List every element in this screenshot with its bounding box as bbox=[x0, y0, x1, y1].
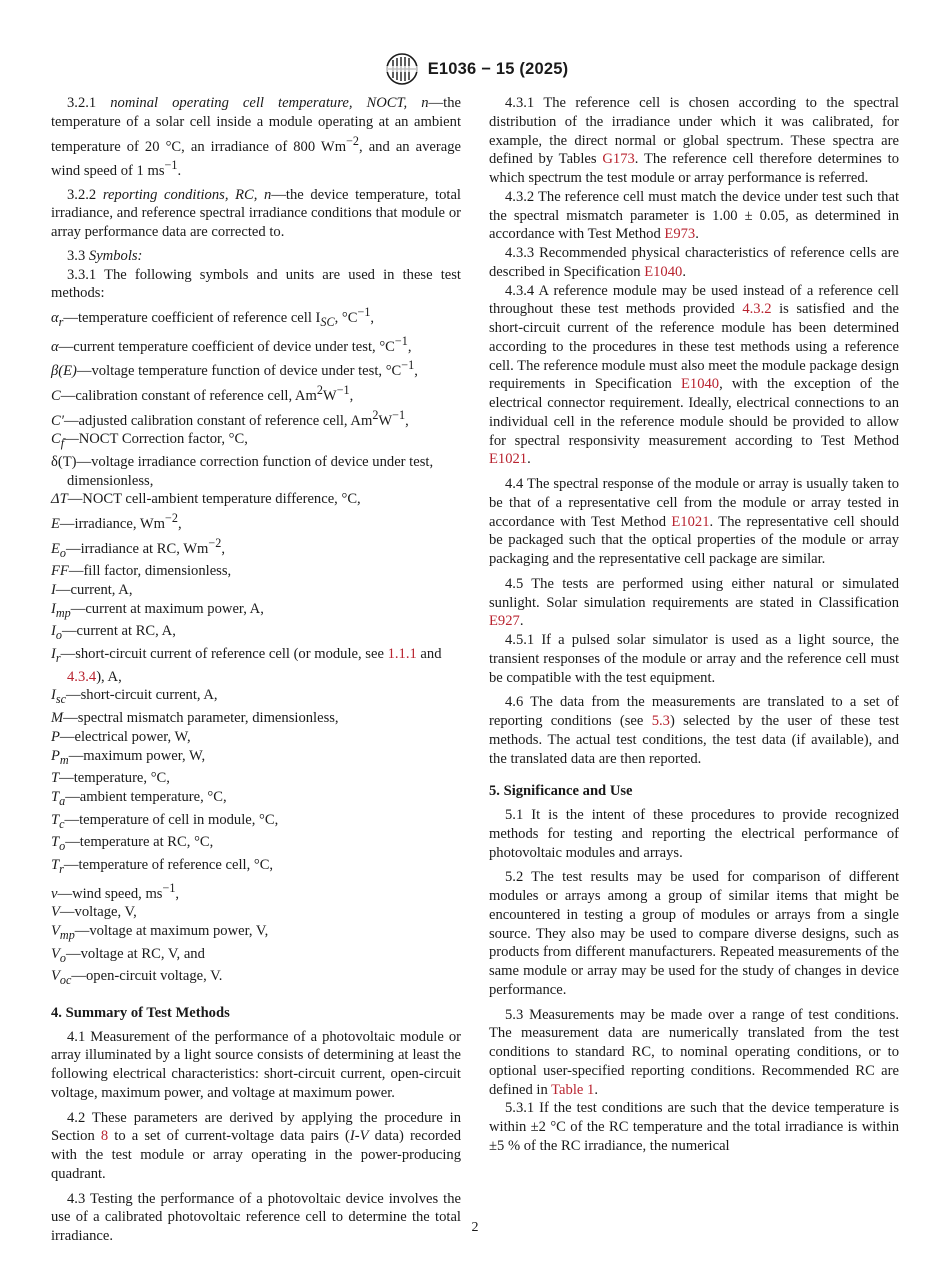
link-e927[interactable]: E927 bbox=[489, 613, 520, 630]
para-4-2: 4.2 These parameters are derived by applying the procedure in Section 8 to a set of current-voltage data pairs (I-V data) recorded with the test module or array operating in the power-producing quadrant. bbox=[51, 1109, 461, 1182]
para-4-5-1: 4.5.1 If a pulsed solar simulator is used as a light source, the transient responses of the module or array and the reference cell must be compatible with the test equipment. bbox=[489, 632, 899, 686]
section-4-heading: 4. Summary of Test Methods bbox=[51, 1004, 230, 1021]
symbol-item: $V_o—voltage$ at RC, V, and bbox=[51, 945, 205, 965]
symbol-item: I—current, A, bbox=[51, 581, 133, 598]
symbol-item: M—spectral mismatch parameter, dimensionless, bbox=[51, 710, 339, 727]
para-3-3-1: 3.3.1 The following symbols and units are used in these test methods: bbox=[51, 266, 461, 302]
para-3-2-1: 3.2.1 nominal operating cell temperature, NOCT, n—the temperature of a solar cell inside a module operating at an ambient temperature of 20 °C, an irradiance of 800 $Wm^{-2}$, and an average wind speed of 1 $ms^{-1}$. bbox=[51, 95, 461, 179]
symbol-item: FF—fill factor, dimensionless, bbox=[51, 563, 232, 580]
para-3-3: 3.3 Symbols: bbox=[67, 247, 143, 264]
link-section-8[interactable]: 8 bbox=[100, 1128, 109, 1145]
symbol-item: C′—adjusted calibration constant of reference cell, $Am^2W^{-1}$, bbox=[51, 407, 409, 429]
astm-logo-icon bbox=[382, 52, 422, 86]
page-header bbox=[0, 52, 950, 86]
right-column bbox=[489, 94, 899, 1156]
left-column bbox=[51, 94, 461, 1246]
symbol-item: $I_o—current$ at RC, A, bbox=[51, 623, 176, 643]
link-1-1-1[interactable]: 1.1.1 bbox=[387, 646, 417, 663]
link-5-3[interactable]: 5.3 bbox=[651, 713, 670, 729]
symbol-list bbox=[51, 303, 461, 990]
link-g173[interactable]: G173 bbox=[602, 151, 635, 168]
para-4-5: 4.5 The tests are performed using either natural or simulated sunlight. Solar simulation requirements are stated in Classification E927. bbox=[489, 575, 899, 630]
symbol-item: $I_{sc}—short$-circuit current, A, bbox=[51, 687, 218, 707]
link-e1021[interactable]: E1021 bbox=[671, 513, 710, 530]
para-5-3-1: 5.3.1 If the test conditions are such that the device temperature is within ±2 °C of the RC temperature and the total irradiance is within ±5 % of the RC irradiance, the numerical bbox=[489, 1100, 899, 1154]
symbol-item: $E_o—irradiance$ at RC, $Wm^{-2}$, bbox=[51, 535, 225, 560]
symbol-item: C—calibration constant of reference cell, $Am^2W^{-1}$, bbox=[51, 382, 354, 404]
symbol-item: $I_{mp}—current$ at maximum power, A, bbox=[51, 600, 264, 620]
symbol-item: $T_r—temperature$ of reference cell, °C, bbox=[51, 856, 274, 876]
para-5-1: 5.1 It is the intent of these procedures to provide recognized methods for testing and reporting the electrical performance of photovoltaic modules and arrays. bbox=[489, 807, 899, 861]
symbol-item: $\alpha_r—temperature$ coefficient of reference cell $I_{SC}$, $^\circ C^{-1}$, bbox=[51, 305, 375, 329]
symbol-item: $V_{mp}—voltage$ at maximum power, V, bbox=[51, 922, 269, 942]
symbol-item: β(E)—voltage temperature function of device under test, $^\circ C^{-1}$, bbox=[51, 358, 418, 380]
para-4-6: 4.6 The data from the measurements are translated to a set of reporting conditions (see 5.3) selected by the user of these test methods. The actual test conditions, the test data (if available), and the translated data are then reported. bbox=[489, 694, 899, 767]
symbol-item: P—electrical power, W, bbox=[51, 728, 191, 745]
symbol-item: $C_f—NOCT$ Correction factor, °C, bbox=[51, 431, 248, 451]
para-3-2-2: 3.2.2 reporting conditions, RC, n—the device temperature, total irradiance, and reference spectral irradiance conditions that module or array performance data are corrected to. bbox=[51, 186, 461, 241]
symbol-item: v—wind speed, $ms^{-1}$, bbox=[51, 880, 180, 902]
link-e1040[interactable]: E1040 bbox=[680, 376, 720, 393]
para-4-4: 4.4 The spectral response of the module or array is usually taken to be that of a representative cell from the module or array tested in accordance with Test Method E1021. The representative cell should be packaged such that the optical properties of the module or array packaging and the representative cell package are similar. bbox=[489, 476, 899, 567]
symbol-item: $T_c—temperature$ of cell in module, °C, bbox=[51, 811, 279, 831]
document-designation: E1036 − 15 (2025) bbox=[427, 59, 569, 78]
symbol-item: E—irradiance, $Wm^{-2}$, bbox=[51, 511, 182, 532]
symbol-item: α—current temperature coefficient of device under test, $^\circ C^{-1}$, bbox=[51, 333, 412, 355]
link-table-1[interactable]: Table 1 bbox=[551, 1081, 595, 1098]
para-4-1: 4.1 Measurement of the performance of a photovoltaic module or array illuminated by a light source consists of determining at least the following electrical characteristics: short-circuit current, open-circuit voltage, maximum power, and voltage at maximum power. bbox=[51, 1028, 461, 1101]
link-4-3-2[interactable]: 4.3.2 bbox=[742, 301, 772, 318]
symbol-item: ΔT—NOCT cell-ambient temperature difference, °C, bbox=[51, 491, 361, 508]
para-4-3-3: 4.3.3 Recommended physical characteristics of reference cells are described in Specification E1040. bbox=[489, 245, 899, 280]
symbol-item: $T_a—ambient$ temperature, °C, bbox=[51, 788, 227, 808]
para-4-3-4: 4.3.4 A reference module may be used instead of a reference cell throughout these test methods provided 4.3.2 is satisfied and the short-circuit current of the reference module has been determined according to the procedures in these test methods using a reference cell. The reference module must also meet the module package design requirements in Specification E1040, with the exception of the electrical connector requirement. Ideally, electrical connections to an individual cell in the reference module should be provided to allow for spectral responsivity measurement according to Test Method E1021. bbox=[489, 282, 899, 468]
page-number: 2 bbox=[471, 1220, 479, 1235]
link-e1021[interactable]: E1021 bbox=[489, 451, 528, 468]
para-4-3: 4.3 Testing the performance of a photovoltaic device involves the use of a calibrated photovoltaic reference cell to determine the total irradiance. bbox=[51, 1190, 461, 1245]
link-4-3-4[interactable]: 4.3.4 bbox=[67, 668, 97, 685]
symbol-item: $I_r—short$-circuit current of reference cell (or module, see 1.1.1 and 4.3.4), A, bbox=[51, 646, 442, 685]
symbol-item: $T_o—temperature$ at RC, °C, bbox=[51, 834, 214, 854]
section-5-heading: 5. Significance and Use bbox=[489, 783, 633, 800]
symbol-item: $V_{oc}—open$-circuit voltage, V. bbox=[51, 968, 223, 988]
symbol-item: T—temperature, °C, bbox=[51, 770, 170, 787]
para-4-3-1: 4.3.1 The reference cell is chosen according to the spectral distribution of the irradiance under which it was calibrated, for example, the direct normal or global spectrum. These spectra are defined by Tables G173. The reference cell therefore determines to which spectrum the test module or array performance is referred. bbox=[489, 95, 899, 186]
para-5-3: 5.3 Measurements may be made over a range of test conditions. The measurement data are numerically translated from the test conditions to standard RC, to nominal operating conditions, or to optional user-specified reporting conditions. Recommended RC are defined in Table 1. bbox=[489, 1006, 899, 1098]
symbol-item: δ(T)—voltage irradiance correction function of device under test, dimensionless, bbox=[51, 453, 434, 489]
link-e1040[interactable]: E1040 bbox=[644, 263, 683, 280]
link-e973[interactable]: E973 bbox=[664, 226, 696, 243]
symbol-item: $P_m—maximum$ power, W, bbox=[51, 747, 206, 767]
para-4-3-2: 4.3.2 The reference cell must match the device under test such that the spectral mismatch parameter is 1.00 ± 0.05, as determined in accordance with Test Method E973. bbox=[489, 188, 899, 243]
para-5-2: 5.2 The test results may be used for comparison of different modules or arrays among a group of similar items that might be encountered in testing a group of modules or arrays from a single source. They also may be used to compare diverse designs, such as products from different manufacturers. Repeated measurements of the same module or array may be used for the study of changes in device performance. bbox=[489, 869, 899, 998]
symbol-item: V—voltage, V, bbox=[51, 904, 137, 921]
